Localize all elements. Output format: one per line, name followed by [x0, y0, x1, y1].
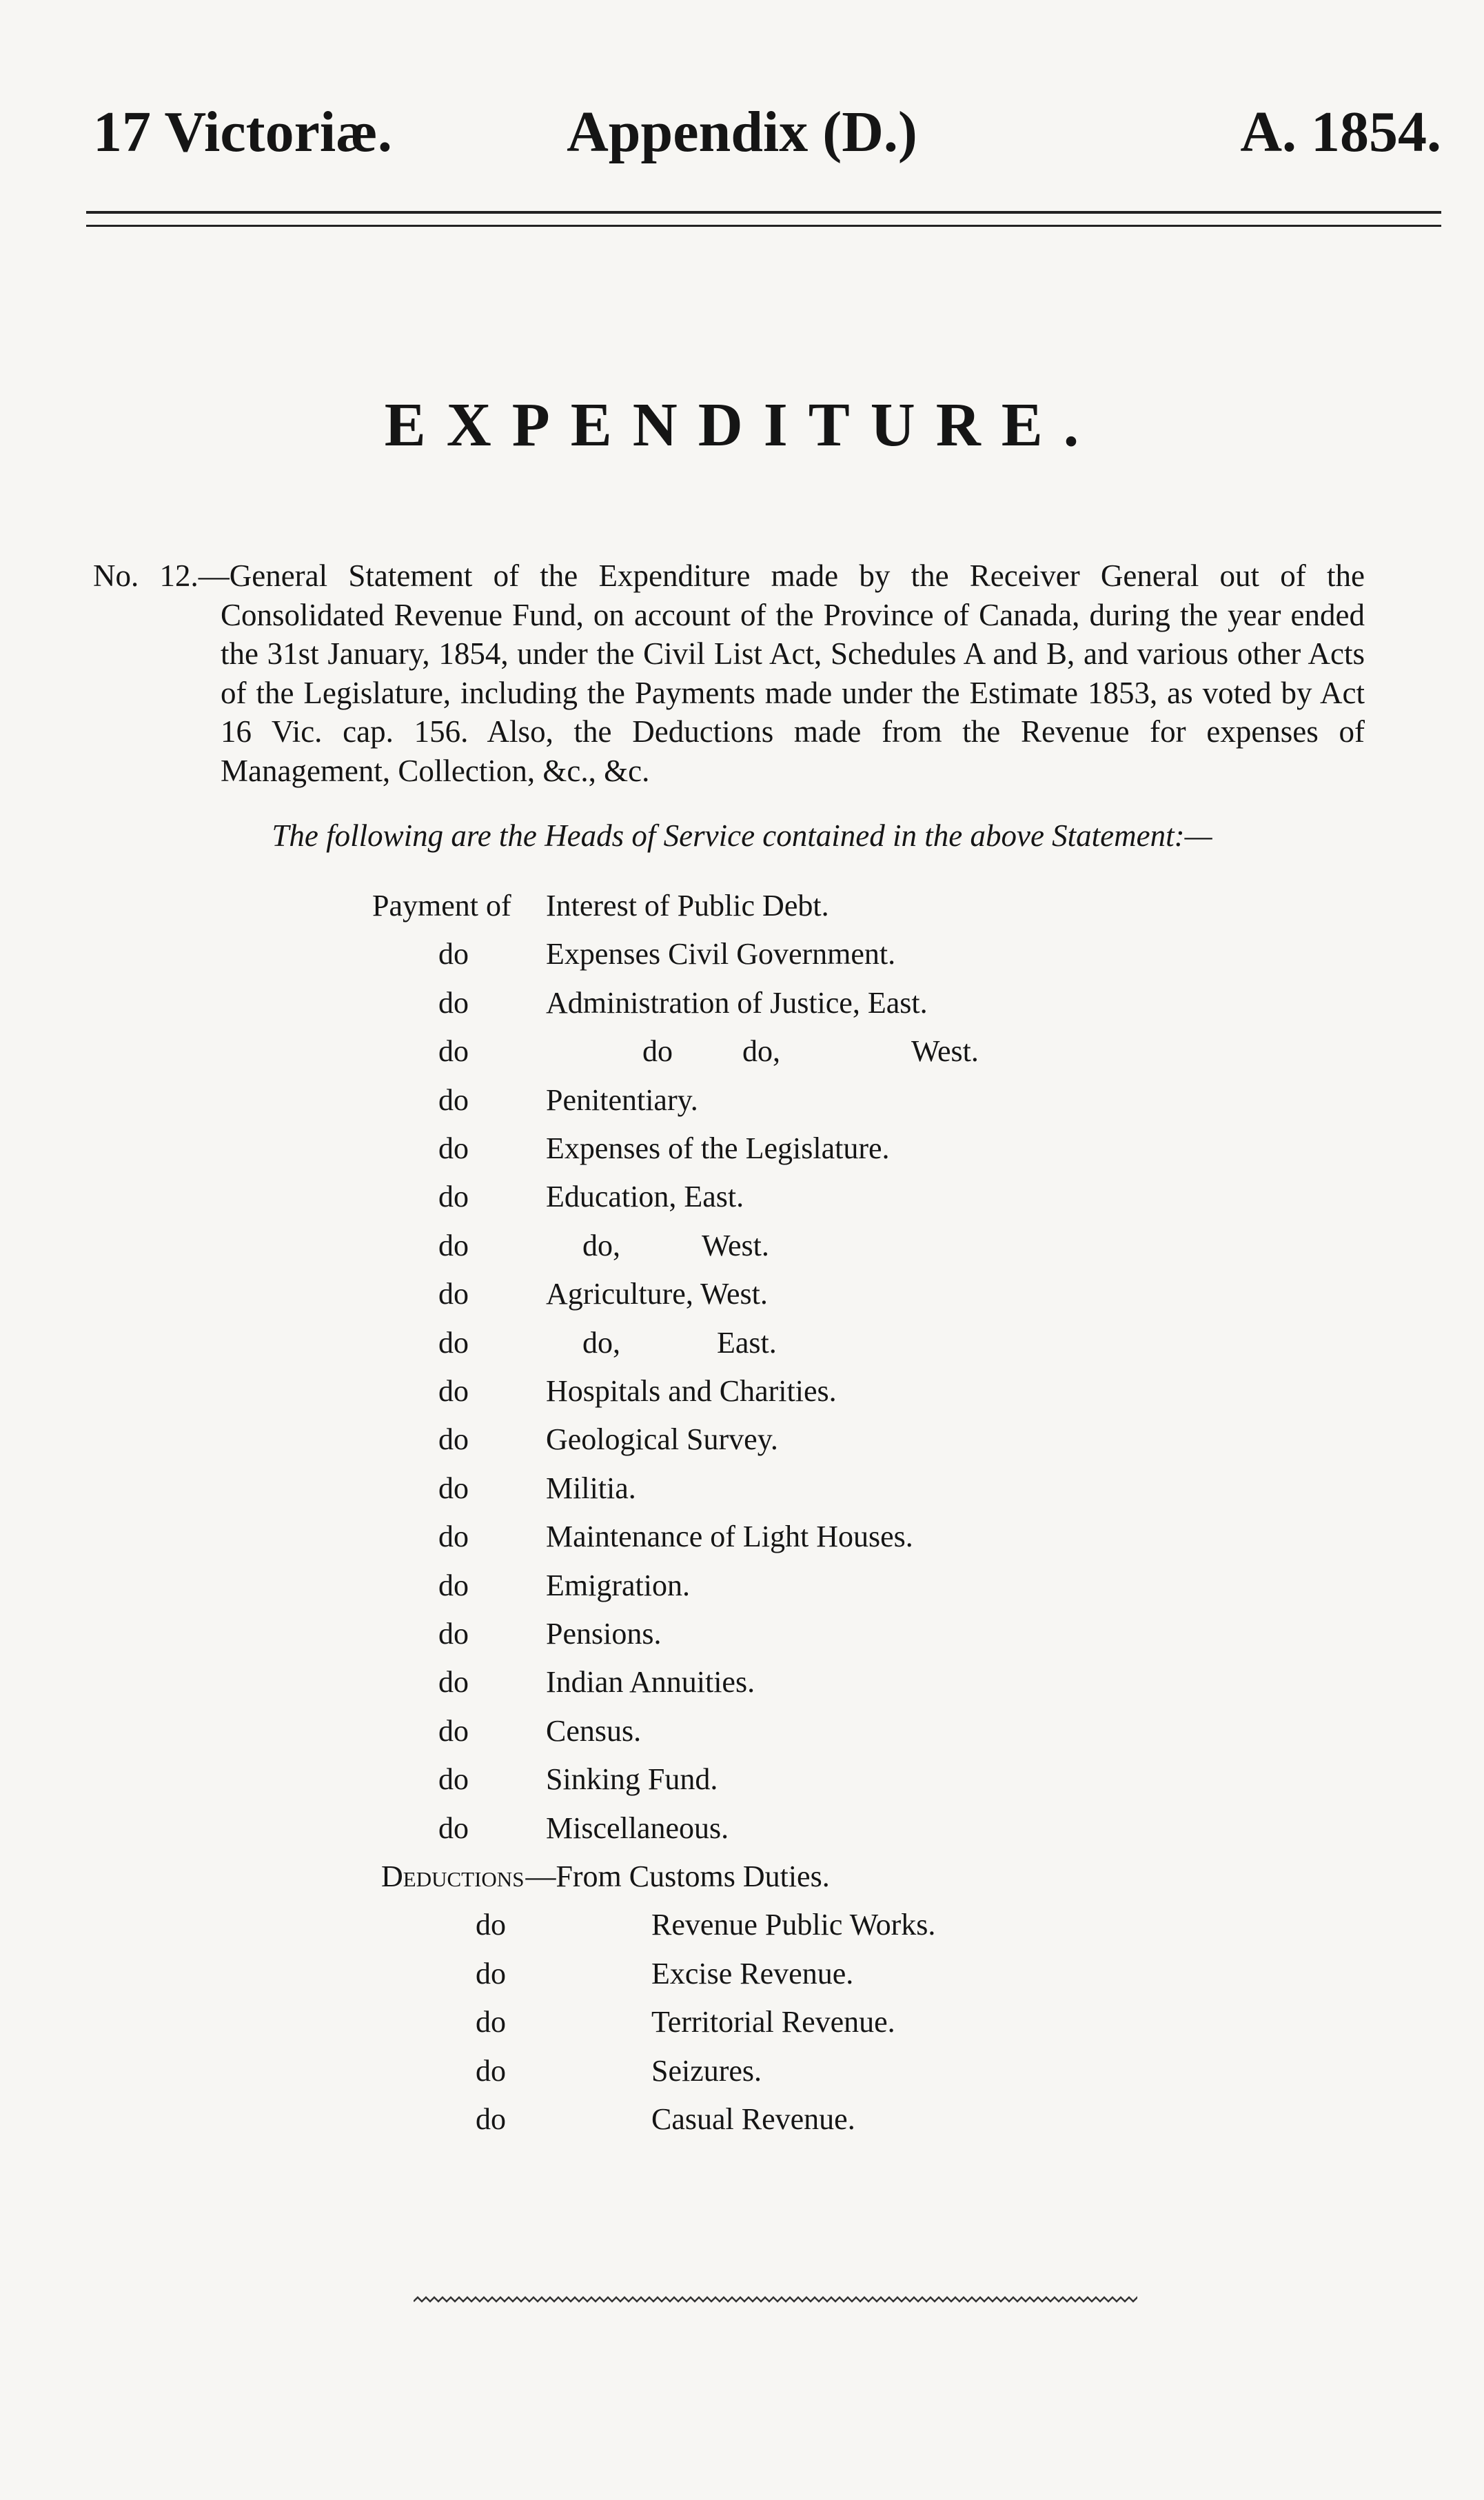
deduction-head: Excise Revenue. [651, 1956, 854, 1990]
payment-region: East. [717, 1325, 777, 1360]
heads-of-service-subheading: The following are the Heads of Service contained in the above Statement:— [272, 818, 1212, 853]
payment-ditto: do, [582, 1228, 620, 1262]
payment-prefix: do [438, 1422, 469, 1457]
payment-prefix: do [438, 1180, 469, 1214]
payment-head: Education, East. [546, 1180, 744, 1214]
deduction-prefix: do [476, 1908, 506, 1942]
payment-prefix: do [438, 985, 469, 1020]
deduction-prefix: do [476, 1956, 506, 1990]
payment-prefix: do [438, 1374, 469, 1408]
statement-intro: No. 12.—General Statement of the Expenditure made by the Receiver General out of the Consolidated Revenue Fund, on account of the Province of Canada, during the year ended the 31st January, 1854, under the Civil List Act, Schedules A and B, and various other Acts of the Legislature, including the Payments made under the Estimate 1853, as voted by Act 16 Vic. cap. 156. Also, the Deductions made from the Revenue for expenses of Management, Collection, &c., &c. [93, 558, 1365, 788]
payment-head: Miscellaneous. [546, 1811, 729, 1845]
deduction-prefix: do [476, 2102, 506, 2136]
payment-prefix: do [438, 1082, 469, 1117]
deduction-head: Territorial Revenue. [651, 2005, 895, 2039]
deduction-head: Seizures. [651, 2053, 762, 2088]
deduction-head: Revenue Public Works. [651, 1908, 936, 1942]
payment-head: Emigration. [546, 1568, 690, 1602]
deduction-prefix: do [476, 2053, 506, 2088]
payment-head: Indian Annuities. [546, 1665, 755, 1700]
deductions-first-head: —From Customs Duties. [525, 1859, 830, 1893]
payment-prefix: do [438, 1762, 469, 1797]
payment-prefix: do [438, 1325, 469, 1360]
payment-head: Militia. [546, 1471, 636, 1505]
payment-ditto: do, [582, 1325, 620, 1360]
payment-prefix: do [438, 1520, 469, 1554]
payment-prefix: do [438, 1471, 469, 1505]
payment-head: Sinking Fund. [546, 1762, 718, 1797]
header-rule-thin [86, 225, 1441, 227]
payment-head: Administration of Justice, East. [546, 985, 928, 1020]
header-rule-thick [86, 211, 1441, 214]
payment-prefix: do [438, 1713, 469, 1748]
payment-region: West. [702, 1228, 769, 1262]
payment-prefix: do [438, 937, 469, 971]
page-title: EXPENDITURE. [384, 391, 1100, 459]
payment-head: Interest of Public Debt. [546, 889, 829, 923]
deduction-prefix: do [476, 2005, 506, 2039]
closing-ornament [414, 2293, 1137, 2310]
payment-prefix: do [438, 1568, 469, 1602]
payment-ditto: do do, [642, 1034, 780, 1069]
payment-head: Hospitals and Charities. [546, 1374, 837, 1408]
payment-prefix: Payment of [372, 889, 511, 923]
payment-prefix: do [438, 1617, 469, 1651]
payment-head: Penitentiary. [546, 1082, 698, 1117]
deduction-head: Casual Revenue. [651, 2102, 855, 2136]
header-regnal-year: 17 Victoriæ. [93, 100, 392, 164]
header-appendix: Appendix (D.) [567, 100, 917, 164]
payment-head: Maintenance of Light Houses. [546, 1520, 913, 1554]
payment-head: Expenses of the Legislature. [546, 1131, 890, 1165]
payment-prefix: do [438, 1811, 469, 1845]
payment-region: West. [911, 1034, 979, 1069]
payment-prefix: do [438, 1228, 469, 1262]
payment-prefix: do [438, 1034, 469, 1069]
payment-head: Geological Survey. [546, 1422, 778, 1457]
payment-head: Expenses Civil Government. [546, 937, 896, 971]
payment-head: Pensions. [546, 1617, 662, 1651]
payment-prefix: do [438, 1131, 469, 1165]
payment-head: Census. [546, 1713, 642, 1748]
payment-head: Agriculture, West. [546, 1277, 768, 1311]
header-year: A. 1854. [1240, 100, 1441, 164]
deductions-label: Deductions [381, 1859, 525, 1893]
payment-prefix: do [438, 1665, 469, 1700]
payment-prefix: do [438, 1277, 469, 1311]
